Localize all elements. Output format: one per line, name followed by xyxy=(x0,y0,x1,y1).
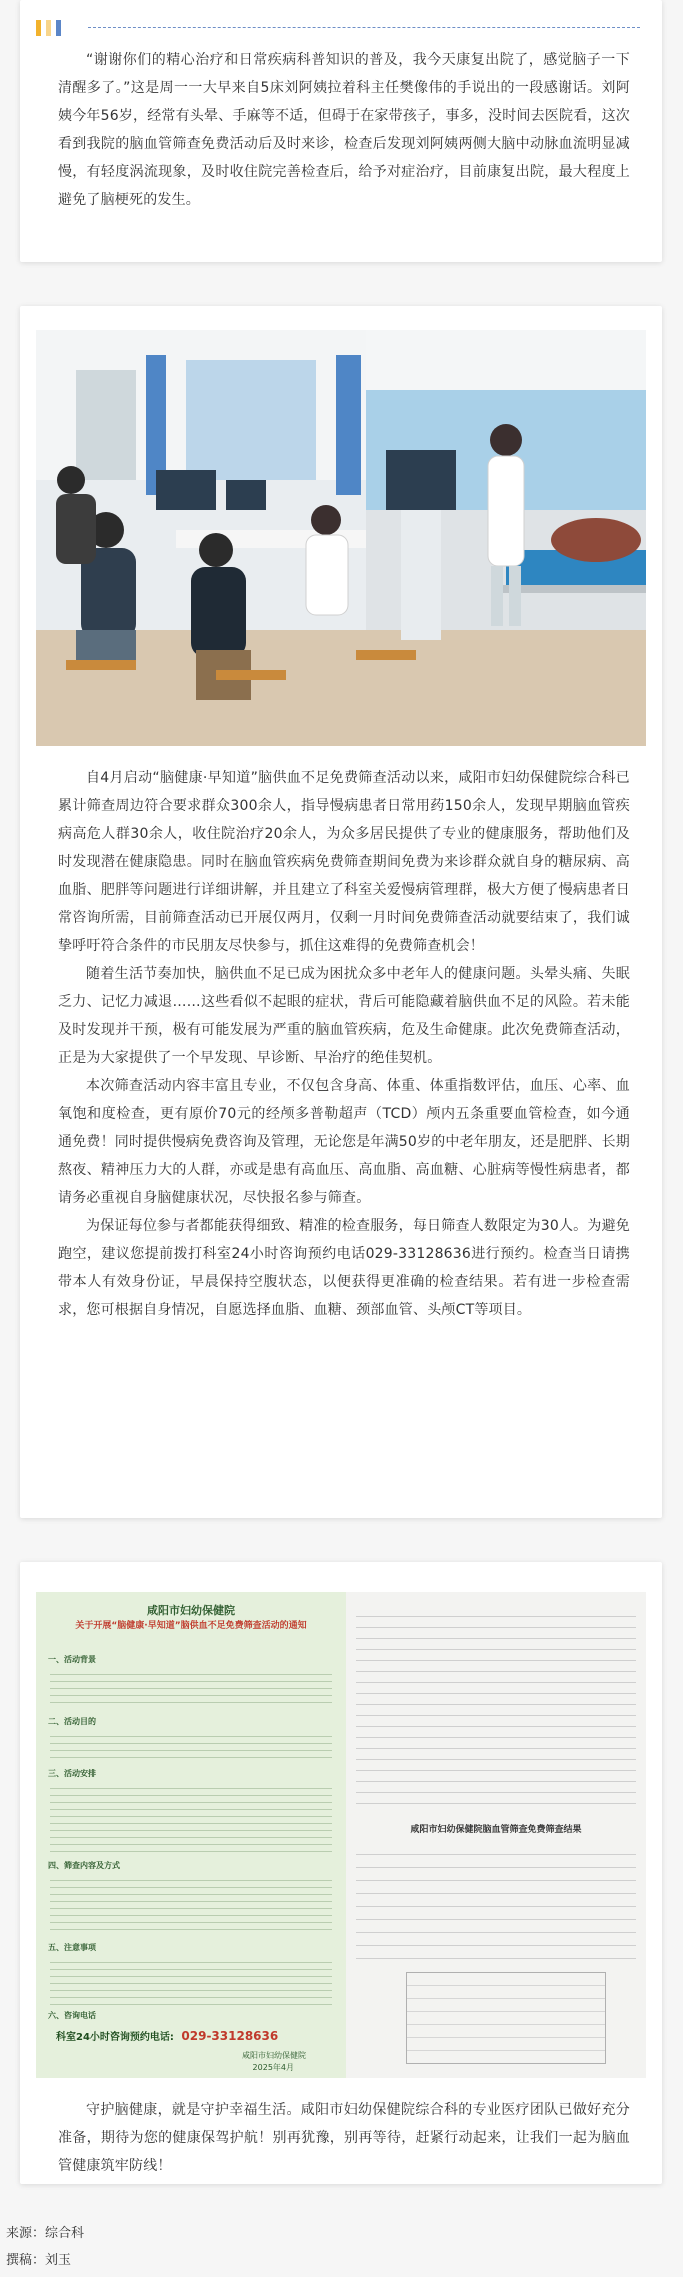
notice-card xyxy=(20,1562,662,2184)
clinic-scene-image xyxy=(36,330,646,746)
notice-title: 关于开展“脑健康·早知道”脑供血不足免费筛查活动的通知 xyxy=(75,1621,307,1631)
result-form-title: 咸阳市妇幼保健院脑血管筛查免费筛查结果 xyxy=(410,1825,582,1835)
closing-paragraph: 守护脑健康，就是守护幸福生活。咸阳市妇幼保健院综合科的专业医疗团队已做好充分准备，期待为您的健康保驾护航！别再犹豫，别再等待，赶紧行动起来，让我们一起为脑血管健康筑牢防线！ xyxy=(58,2102,630,2174)
notice-section-2: 二、活动目的 xyxy=(48,1717,96,1726)
screening-photo xyxy=(36,330,646,746)
notice-phone-label: 科室24小时咨询预约电话: xyxy=(56,2032,174,2043)
decor-bars xyxy=(36,18,76,38)
activity-paragraph-2: 随着生活节奏加快，脑供血不足已成为困扰众多中老年人的健康问题。头晕头痛、失眠乏力、记忆力减退……这些看似不起眼的症状，背后可能隐藏着脑供血不足的风险。若未能及时发现并干预，极有可能发展为严重的脑血管疾病，危及生命健康。此次免费筛查活动，正是为大家提供了一个早发现、早诊断、早治疗的绝佳契机。 xyxy=(58,966,630,1066)
notice-hospital-name: 咸阳市妇幼保健院 xyxy=(147,1604,235,1617)
notice-photo xyxy=(36,1592,646,2078)
decor-dashed-line xyxy=(88,27,640,28)
notice-sign: 咸阳市妇幼保健院 xyxy=(242,2051,306,2060)
notice-phone: 029-33128636 xyxy=(181,2029,279,2043)
notice-section-1: 一、活动背景 xyxy=(48,1655,96,1664)
notice-section-3: 三、活动安排 xyxy=(48,1769,96,1778)
activity-card xyxy=(20,306,662,1518)
notice-section-4: 四、筛查内容及方式 xyxy=(48,1861,120,1870)
intro-card xyxy=(20,0,662,262)
notice-section-6: 六、咨询电话 xyxy=(48,2011,96,2020)
intro-paragraph: “谢谢你们的精心治疗和日常疾病科普知识的普及，我今天康复出院了，感觉脑子一下清醒多了。”这是周一一大早来自5床刘阿姨拉着科主任樊像伟的手说出的一段感谢话。刘阿姨今年56岁，经常有头晕、手麻等不适，但碍于在家带孩子，事多，没时间去医院看，这次看到我院的脑血管筛查免费活动后及时来诊，检查后发现刘阿姨两侧大脑中动脉血流明显减慢，有轻度涡流现象，及时收住院完善检查后，给予对症治疗，目前康复出院，最大程度上避免了脑梗死的发生。 xyxy=(58,52,631,208)
activity-text xyxy=(58,764,630,1324)
notice-date: 2025年4月 xyxy=(252,2063,294,2072)
notice-section-5: 五、注意事项 xyxy=(48,1943,96,1952)
activity-paragraph-1: 自4月启动“脑健康·早知道”脑供血不足免费筛查活动以来，咸阳市妇幼保健院综合科已累计筛查周边符合要求群众300余人，指导慢病患者日常用药150余人，发现早期脑血管疾病高危人群30余人，收住院治疗20余人，为众多居民提供了专业的健康服务，帮助他们及时发现潜在健康隐患。同时在脑血管疾病免费筛查期间免费为来诊群众就自身的糖尿病、高血脂、肥胖等问题进行详细讲解，并且建立了科室关爱慢病管理群，极大方便了慢病患者日常咨询所需，目前筛查活动已开展仅两月，仅剩一月时间免费筛查活动就要结束了，我们诚挚呼吁符合条件的市民朋友尽快参与，抓住这难得的免费筛查机会！ xyxy=(58,770,630,954)
activity-paragraph-4: 为保证每位参与者都能获得细致、精准的检查服务，每日筛查人数限定为30人。为避免跑空，建议您提前拨打科室24小时咨询预约电话029-33128636进行预约。检查当日请携带本人有效身份证，早晨保持空腹状态，以便获得更准确的检查结果。若有进一步检查需求，您可根据自身情况，自愿选择血脂、血糖、颈部血管、头颅CT等项目。 xyxy=(58,1218,630,1318)
activity-paragraph-3: 本次筛查活动内容丰富且专业，不仅包含身高、体重、体重指数评估，血压、心率、血氧饱和度检查，更有原价70元的经颅多普勒超声（TCD）颅内五条重要血管检查，如今通通免费！同时提供慢病免费咨询及管理，无论您是年满50岁的中老年朋友，还是肥胖、长期熬夜、精神压力大的人群，亦或是患有高血压、高血脂、高血糖、心脏病等慢性病患者，都请务必重视自身脑健康状况，尽快报名参与筛查。 xyxy=(58,1078,631,1206)
source-line: 来源：综合科 xyxy=(6,2226,85,2241)
author-line: 撰稿：刘玉 xyxy=(6,2253,72,2268)
notice-document xyxy=(36,1592,346,2078)
result-form xyxy=(346,1592,646,2078)
